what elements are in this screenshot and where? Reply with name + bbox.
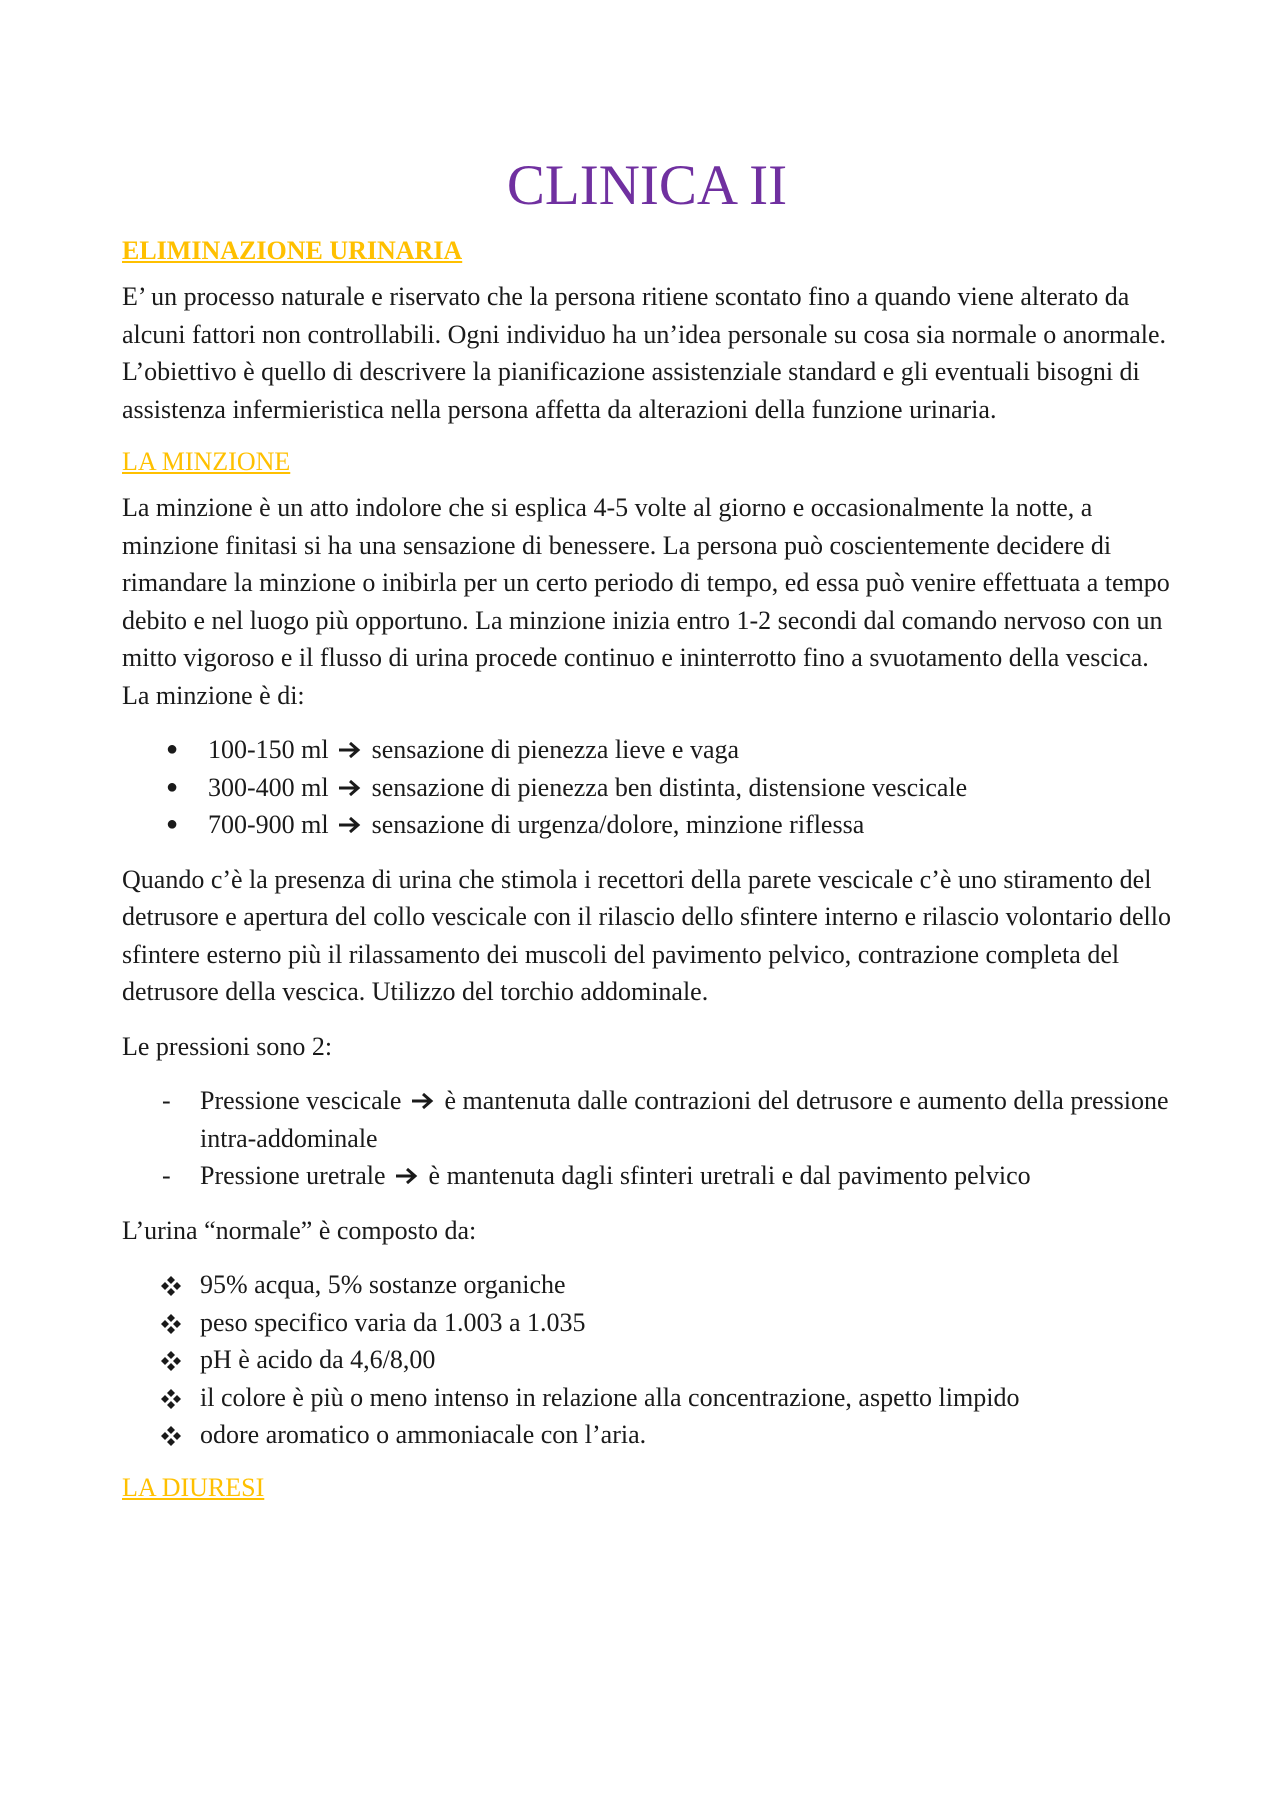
four-diamond-bullet-icon xyxy=(160,1275,182,1297)
arrow-right-icon xyxy=(394,1166,420,1186)
list-item xyxy=(122,1157,1172,1195)
list-item xyxy=(122,1341,1172,1379)
four-diamond-bullet-icon xyxy=(160,1350,182,1372)
arrow-right-icon xyxy=(410,1091,436,1111)
arrow-right-icon xyxy=(337,740,363,760)
urine-item-text: peso specifico varia da 1.003 a 1.035 xyxy=(200,1307,586,1337)
list-item xyxy=(122,806,1172,844)
bullet-marker: ● xyxy=(166,775,179,798)
list-item xyxy=(122,731,1172,769)
pressures-intro: Le pressioni sono 2: xyxy=(122,1031,333,1061)
four-diamond-bullet-icon xyxy=(160,1425,182,1447)
document-page xyxy=(122,152,1172,1515)
urine-item-text: pH è acido da 4,6/8,00 xyxy=(200,1345,436,1374)
list-item xyxy=(122,1304,1172,1342)
volume-value: 700-900 ml xyxy=(208,810,329,839)
bullet-marker: ● xyxy=(166,813,179,835)
list-item xyxy=(122,1416,1172,1454)
list-item xyxy=(122,769,1172,807)
volume-description: sensazione di pienezza ben distinta, distensione vescicale xyxy=(371,772,968,802)
urine-composition-list xyxy=(122,1266,1172,1454)
urine-item-text: 95% acqua, 5% sostanze organiche xyxy=(200,1270,566,1299)
volume-value: 100-150 ml xyxy=(208,735,329,764)
bullet-marker: ● xyxy=(166,738,179,760)
urine-item-text: odore aromatico o ammoniacale con l’aria. xyxy=(200,1420,647,1449)
list-item xyxy=(122,1266,1172,1304)
list-item xyxy=(122,1082,1172,1157)
page-title: CLINICA II xyxy=(506,154,788,217)
section-heading-la-minzione: LA MINZIONE xyxy=(122,447,291,476)
pressure-description: è mantenuta dagli sfinteri uretrali e dal pavimento pelvico xyxy=(428,1161,1031,1190)
four-diamond-bullet-icon xyxy=(160,1313,182,1335)
intro-paragraph: E’ un processo naturale e riservato che la persona ritiene scontato fino a quando viene alterato da alcuni fattori non controllabili. Ogni individuo ha un’idea personale su cosa sia normale o anormale. L’obiettivo è quello di descrivere la pianificazione assistenziale standard e gli eventuali bisogni di assistenza infermieristica nella persona affetta da alterazioni della funzione urinaria. xyxy=(122,282,1167,424)
volume-description: sensazione di urgenza/dolore, minzione riflessa xyxy=(371,810,865,839)
arrow-right-icon xyxy=(337,815,363,835)
section-heading-eliminazione-urinaria: ELIMINAZIONE URINARIA xyxy=(122,236,463,265)
section-heading-la-diuresi: LA DIURESI xyxy=(122,1472,265,1502)
arrow-right-icon xyxy=(337,778,363,798)
urine-intro: L’urina “normale” è composto da: xyxy=(122,1215,477,1245)
list-item xyxy=(122,1379,1172,1417)
volume-value: 300-400 ml xyxy=(208,772,329,802)
urine-item-text: il colore è più o meno intenso in relazione alla concentrazione, aspetto limpido xyxy=(200,1382,1020,1412)
four-diamond-bullet-icon xyxy=(160,1388,182,1410)
volume-description: sensazione di pienezza lieve e vaga xyxy=(371,735,740,764)
pressure-name: Pressione vescicale xyxy=(200,1086,402,1115)
volume-list xyxy=(122,731,1172,844)
pressure-name: Pressione uretrale xyxy=(200,1161,386,1190)
detrusore-paragraph: Quando c’è la presenza di urina che stimola i recettori della parete vescicale c’è uno stiramento del detrusore e apertura del collo vescicale con il rilascio dello sfintere interno e rilascio volontario dello sfintere esterno più il rilassamento dei muscoli del pavimento pelvico, contrazione completa del detrusore della vescica. Utilizzo del torchio addominale. xyxy=(122,864,1171,1006)
pressure-description: è mantenuta dalle contrazioni del detrusore e aumento della pressione intra-addominale xyxy=(200,1086,1169,1153)
pressures-list xyxy=(122,1082,1172,1195)
minzione-paragraph: La minzione è un atto indolore che si esplica 4-5 volte al giorno e occasionalmente la notte, a minzione finitasi si ha una sensazione di benessere. La persona può coscientemente decidere di rimandare la minzione o inibirla per un certo periodo di tempo, ed essa può venire effettuata a tempo debito e nel luogo più opportuno. La minzione inizia entro 1-2 secondi dal comando nervoso con un mitto vigoroso e il flusso di urina procede continuo e ininterrotto fino a svuotamento della vescica. La minzione è di: xyxy=(122,493,1170,710)
dash-marker: - xyxy=(162,1086,171,1115)
dash-marker: - xyxy=(162,1161,171,1190)
